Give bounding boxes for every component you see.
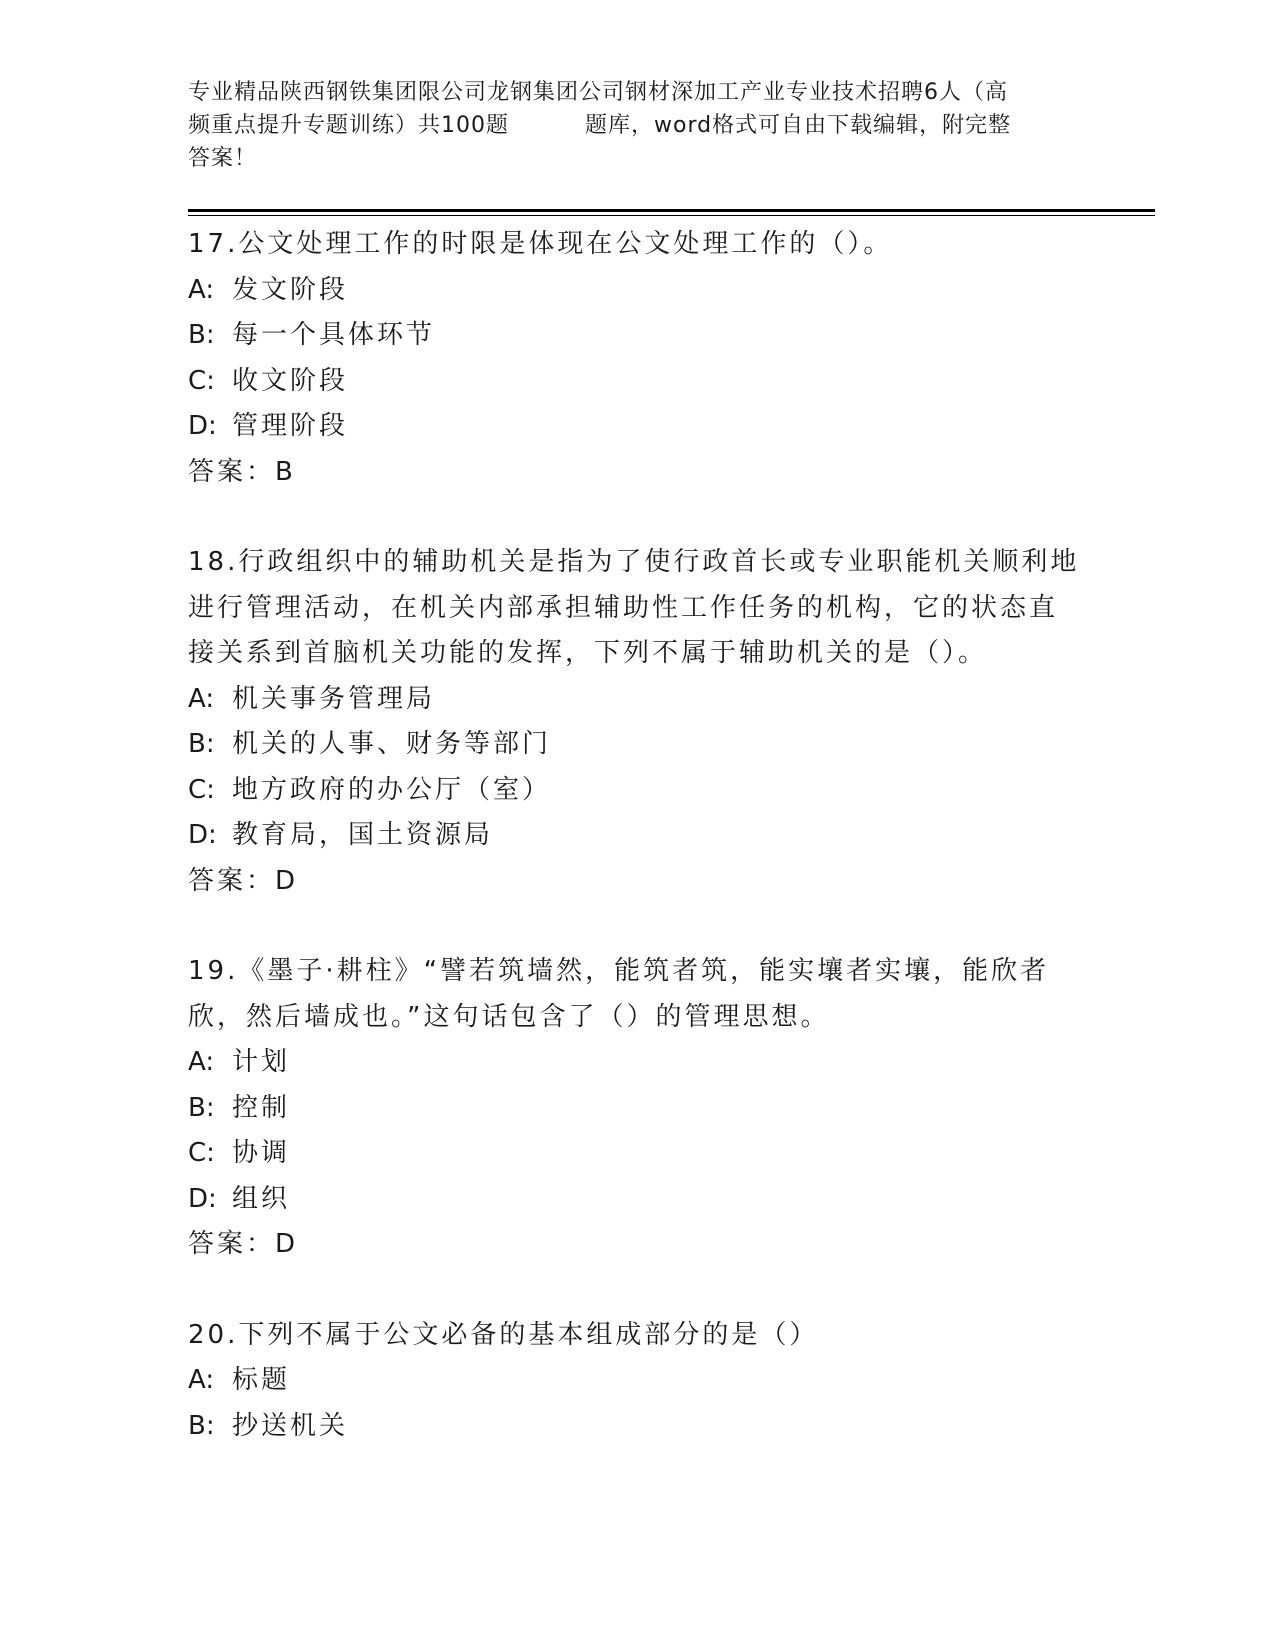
option-text: 协调	[232, 1138, 291, 1168]
answer: 答案：B	[188, 456, 296, 487]
option-c	[188, 1131, 1108, 1177]
question-text-line: 18.行政组织中的辅助机关是指为了使行政首长或专业职能机关顺利地	[188, 547, 1080, 577]
option-text: 标题	[232, 1365, 291, 1395]
option-d	[188, 404, 1108, 450]
header-line-2	[188, 109, 1088, 142]
option-text: 管理阶段	[232, 411, 349, 441]
option-letter: D:	[188, 411, 217, 441]
option-letter: A:	[188, 274, 215, 305]
header-line-2b: 题库，word格式可自由下载编辑，附完整	[585, 113, 1012, 138]
header-line-1: 专业精品陕西钢铁集团限公司龙钢集团公司钢材深加工产业专业技术招聘6人（高	[188, 80, 1008, 105]
option-text: 教育局，国土资源局	[232, 820, 494, 850]
option-b	[188, 313, 1108, 359]
option-letter: A:	[188, 1365, 215, 1395]
option-text: 发文阶段	[232, 274, 349, 305]
header-divider-thin	[188, 215, 1155, 216]
question-text-line: 19.《墨子·耕柱》“譬若筑墙然，能筑者筑，能实壤者实壤，能欣者	[188, 956, 1050, 986]
document-header	[188, 76, 1088, 175]
option-text: 控制	[232, 1092, 291, 1123]
header-line-3: 答案！	[188, 146, 258, 171]
question-18	[188, 540, 1108, 904]
option-d	[188, 1177, 1108, 1223]
option-text: 收文阶段	[232, 365, 349, 396]
option-b	[188, 1086, 1108, 1132]
question-19	[188, 949, 1108, 1268]
option-letter: A:	[188, 1047, 215, 1077]
question-list	[188, 222, 1108, 1449]
option-b	[188, 1404, 1108, 1450]
option-letter: C:	[188, 365, 215, 396]
option-letter: B:	[188, 1092, 215, 1123]
option-text: 机关的人事、财务等部门	[232, 729, 552, 759]
option-a	[188, 268, 1108, 314]
option-letter: B:	[188, 729, 215, 759]
option-d	[188, 813, 1108, 859]
option-c	[188, 359, 1108, 405]
option-a	[188, 1040, 1108, 1086]
option-letter: D:	[188, 1183, 217, 1214]
option-text: 抄送机关	[232, 1410, 349, 1441]
option-text: 地方政府的办公厅（室）	[232, 774, 552, 805]
option-text: 组织	[232, 1183, 291, 1214]
question-20	[188, 1313, 1108, 1450]
question-text-line: 欣，然后墙成也。”这句话包含了（）的管理思想。	[188, 1001, 830, 1032]
option-b	[188, 722, 1108, 768]
answer: 答案：D	[188, 1229, 299, 1259]
option-text: 每一个具体环节	[232, 320, 436, 350]
option-text: 计划	[232, 1047, 291, 1077]
option-letter: C:	[188, 1138, 215, 1168]
question-text-line: 17.公文处理工作的时限是体现在公文处理工作的（）。	[188, 229, 893, 259]
option-letter: B:	[188, 1410, 215, 1441]
option-letter: C:	[188, 774, 215, 805]
option-letter: A:	[188, 683, 215, 714]
question-text-line: 接关系到首脑机关功能的发挥，下列不属于辅助机关的是（）。	[188, 638, 988, 668]
option-a	[188, 677, 1108, 723]
option-c	[188, 768, 1108, 814]
answer: 答案：D	[188, 865, 299, 896]
option-text: 机关事务管理局	[232, 683, 436, 714]
question-text-line: 20.下列不属于公文必备的基本组成部分的是（）	[188, 1319, 819, 1350]
option-letter: B:	[188, 320, 215, 350]
header-divider-thick	[188, 209, 1155, 212]
option-a	[188, 1358, 1108, 1404]
question-17	[188, 222, 1108, 495]
question-text-line: 进行管理活动，在机关内部承担辅助性工作任务的机构，它的状态直	[188, 592, 1059, 623]
option-letter: D:	[188, 820, 217, 850]
header-line-2a: 频重点提升专题训练）共100题	[188, 113, 509, 138]
